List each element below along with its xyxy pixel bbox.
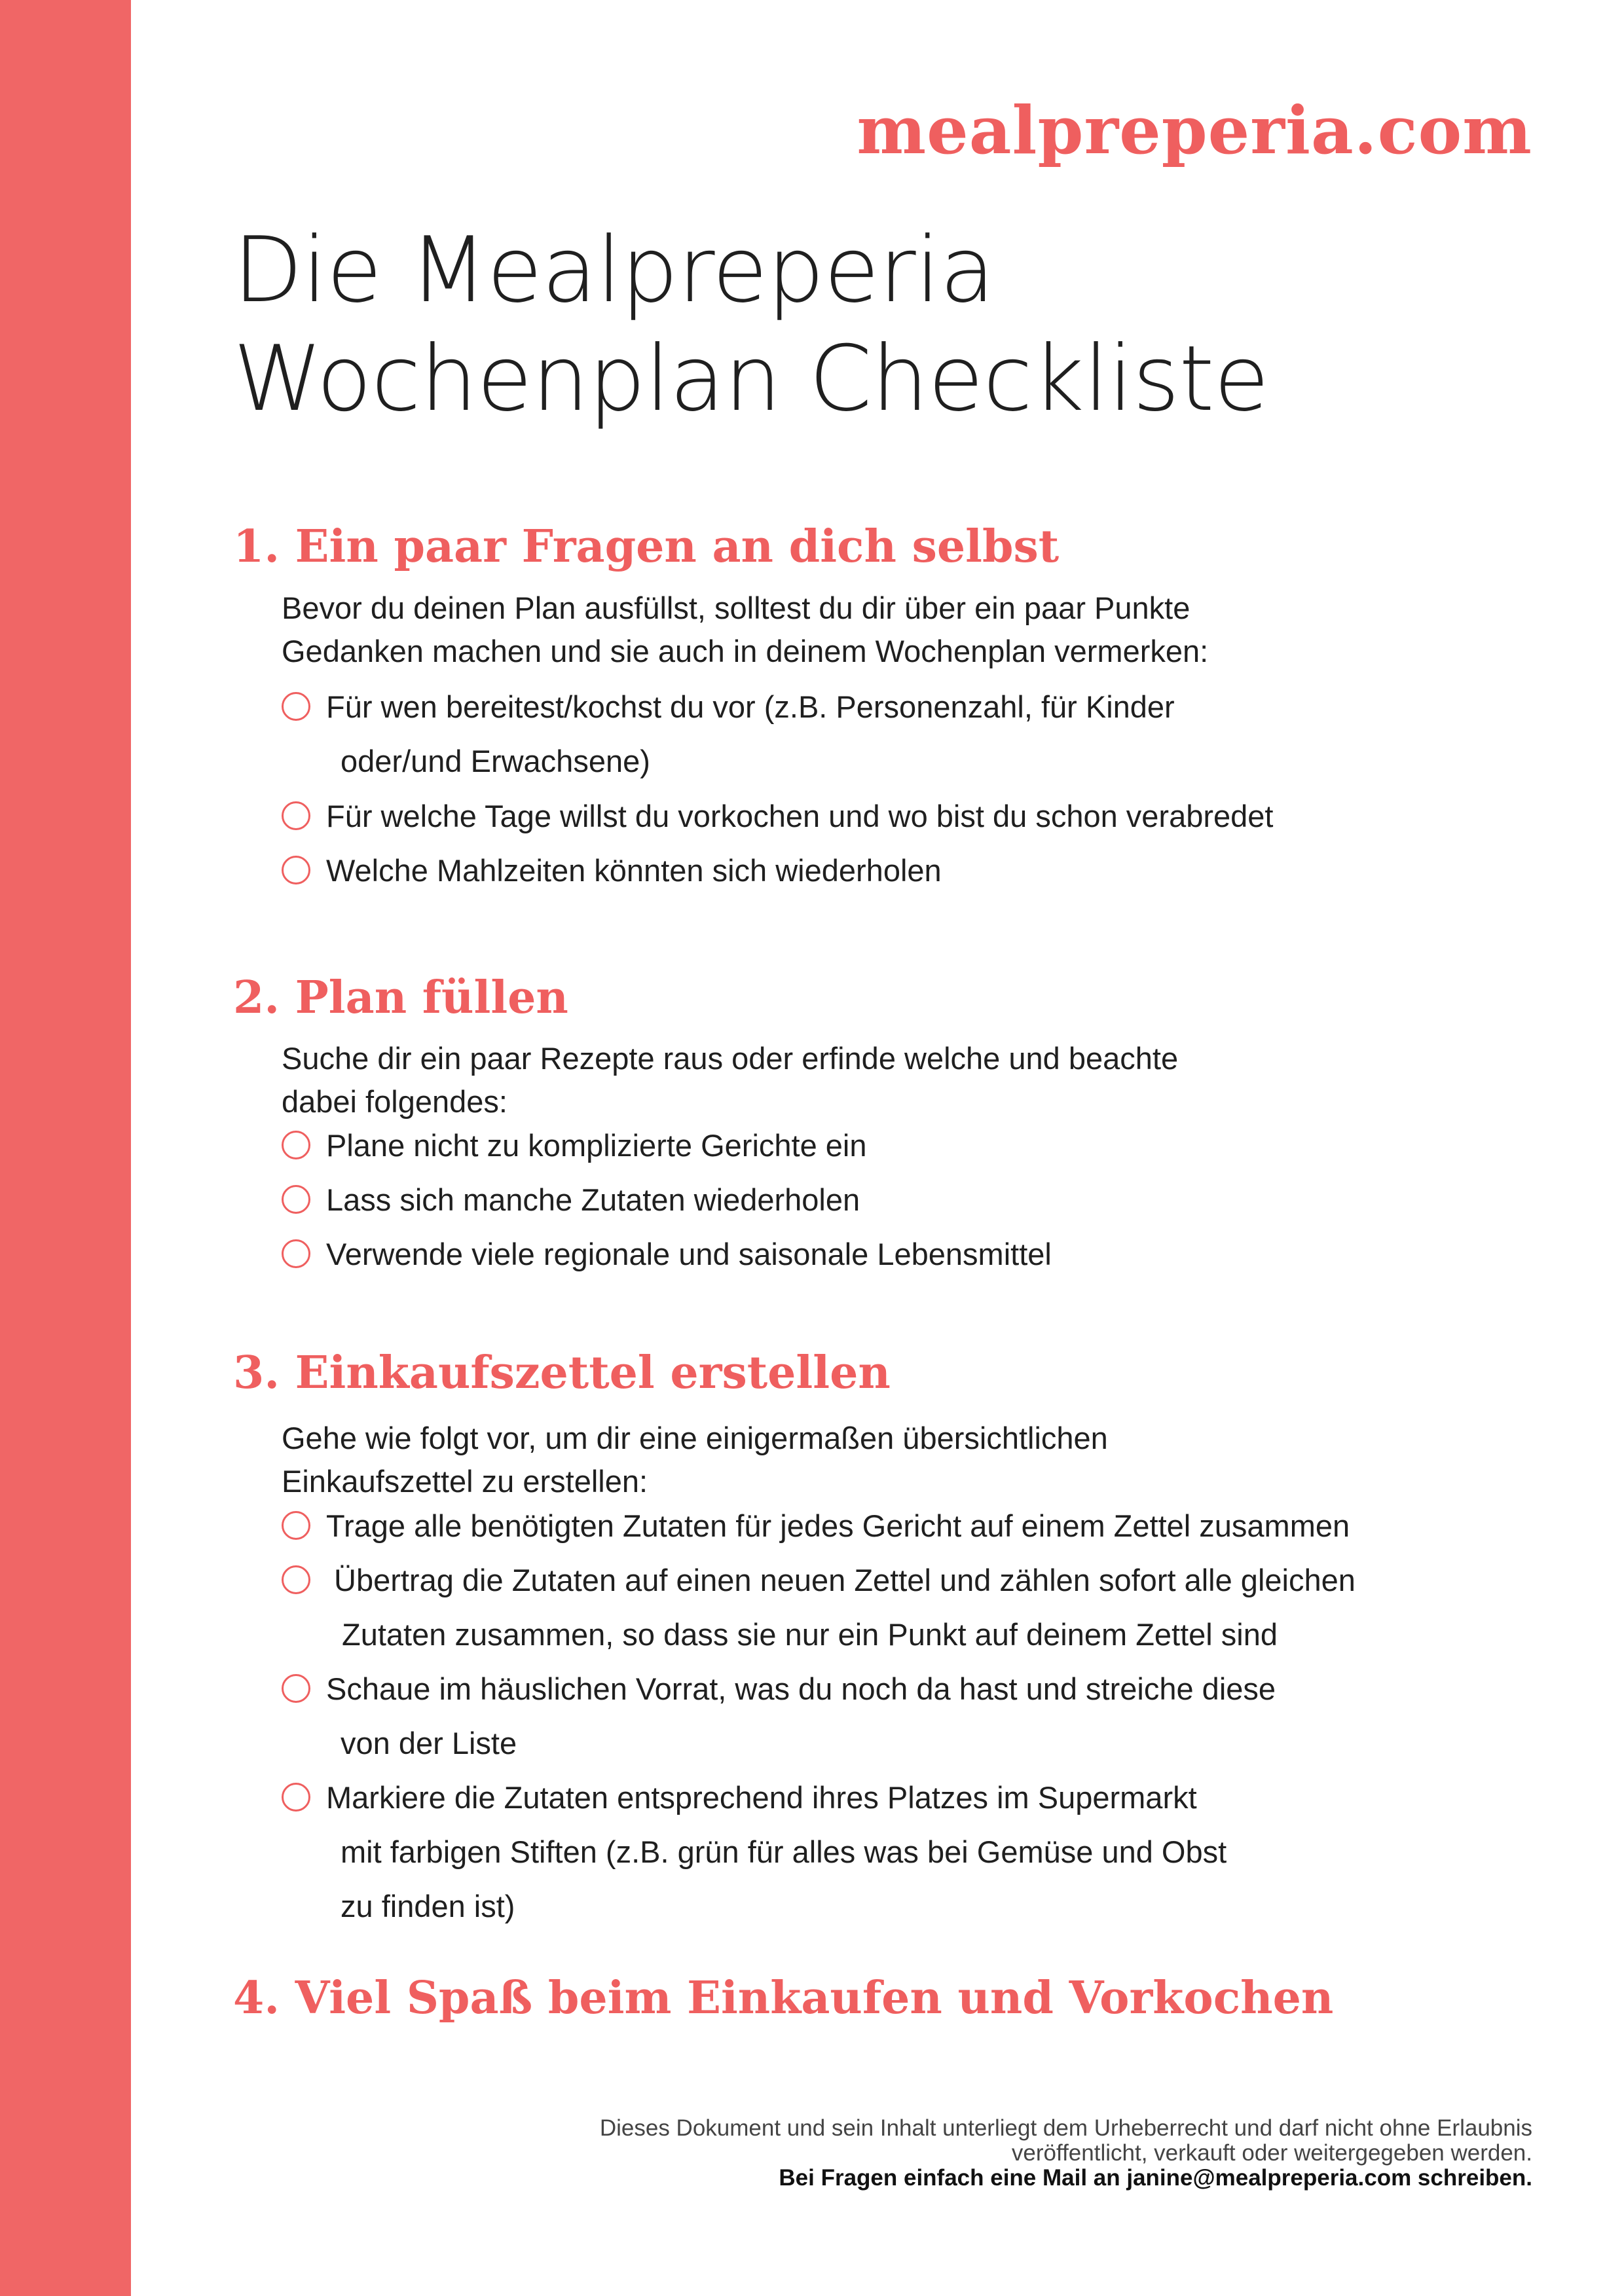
section-2-heading: 2. Plan füllen xyxy=(233,972,568,1024)
section-1-intro xyxy=(282,587,1208,673)
section-3-intro-line-2: Einkaufszettel zu erstellen: xyxy=(282,1464,648,1499)
checklist-item-text: Lass sich manche Zutaten wiederholen xyxy=(326,1182,860,1217)
section-1-intro-line-2: Gedanken machen und sie auch in deinem Wochenplan vermerken: xyxy=(282,634,1209,668)
checkbox-circle-icon[interactable] xyxy=(282,1511,310,1540)
checklist-item-text-continued: Zutaten zusammen, so dass sie nur ein Punkt auf deinem Zettel sind xyxy=(342,1617,1278,1652)
section-1-intro-line-1: Bevor du deinen Plan ausfüllst, solltest du dir über ein paar Punkte xyxy=(282,591,1190,625)
section-2-intro xyxy=(282,1037,1178,1123)
checkbox-circle-icon[interactable] xyxy=(282,801,310,830)
checklist-item-text: Welche Mahlzeiten könnten sich wiederholen xyxy=(326,853,942,888)
section-3-intro-line-1: Gehe wie folgt vor, um dir eine einigermaßen übersichtlichen xyxy=(282,1421,1108,1455)
checklist-item xyxy=(282,1770,1473,1933)
footer-line-1: Dieses Dokument und sein Inhalt unterliegt dem Urheberrecht und darf nicht ohne Erlaubnis xyxy=(599,2115,1532,2141)
page-title-line-2: Wochenplan Checkliste xyxy=(233,326,1269,431)
checkbox-circle-icon[interactable] xyxy=(282,1674,310,1703)
checkbox-circle-icon[interactable] xyxy=(282,1565,310,1594)
side-accent-bar xyxy=(0,0,131,2296)
checklist-item-text-continued: mit farbigen Stiften (z.B. grün für alles was bei Gemüse und Obst xyxy=(341,1834,1227,1869)
checkbox-circle-icon[interactable] xyxy=(282,1239,310,1268)
footer-contact-line[interactable]: Bei Fragen einfach eine Mail an janine@mealpreperia.com schreiben. xyxy=(779,2165,1532,2191)
checklist-item-text-continued: oder/und Erwachsene) xyxy=(341,744,650,778)
checklist-item-text-continued: von der Liste xyxy=(341,1726,517,1760)
checklist-item xyxy=(282,1173,1473,1227)
checkbox-circle-icon[interactable] xyxy=(282,1131,310,1159)
section-4-heading: 4. Viel Spaß beim Einkaufen und Vorkochen xyxy=(233,1972,1334,2024)
checklist-item xyxy=(282,1553,1473,1662)
page-title-line-1: Die Mealpreperia xyxy=(233,217,995,323)
checklist-item xyxy=(282,789,1473,843)
checkbox-circle-icon[interactable] xyxy=(282,1783,310,1812)
page-title xyxy=(233,216,1268,433)
checklist-item-text: Für wen bereitest/kochst du vor (z.B. Personenzahl, für Kinder xyxy=(326,689,1175,724)
checklist-item-text: Markiere die Zutaten entsprechend ihres Platzes im Supermarkt xyxy=(326,1780,1197,1815)
checkbox-circle-icon[interactable] xyxy=(282,856,310,884)
checklist-item-text: Für welche Tage willst du vorkochen und wo bist du schon verabredet xyxy=(326,799,1274,833)
checklist-item xyxy=(282,843,1473,898)
footer-line-2: veröffentlicht, verkauft oder weitergegeben werden. xyxy=(1011,2140,1532,2166)
checklist-item xyxy=(282,1662,1473,1770)
checklist-item-text: Verwende viele regionale und saisonale Lebensmittel xyxy=(326,1237,1052,1271)
section-2-intro-line-1: Suche dir ein paar Rezepte raus oder erfinde welche und beachte xyxy=(282,1041,1179,1076)
checklist-item-text: Plane nicht zu komplizierte Gerichte ein xyxy=(326,1128,867,1163)
section-2-intro-line-2: dabei folgendes: xyxy=(282,1084,507,1119)
section-3-heading: 3. Einkaufszettel erstellen xyxy=(233,1347,891,1399)
copyright-footer xyxy=(600,2116,1532,2191)
checklist-item xyxy=(282,1118,1473,1173)
checklist-item xyxy=(282,1499,1473,1553)
checklist-item xyxy=(282,680,1473,788)
checkbox-circle-icon[interactable] xyxy=(282,1185,310,1214)
brand-logo-text[interactable]: mealpreperia.com xyxy=(857,92,1532,169)
checkbox-circle-icon[interactable] xyxy=(282,692,310,721)
section-1-heading: 1. Ein paar Fragen an dich selbst xyxy=(233,520,1060,573)
checklist-item-text-continued: zu finden ist) xyxy=(341,1889,515,1923)
checklist-item-text: Schaue im häuslichen Vorrat, was du noch da hast und streiche diese xyxy=(326,1671,1276,1706)
section-3-intro xyxy=(282,1417,1108,1503)
checklist-item xyxy=(282,1227,1473,1281)
checklist-item-text: Trage alle benötigten Zutaten für jedes Gericht auf einem Zettel zusammen xyxy=(326,1508,1350,1543)
checklist-item-text: Übertrag die Zutaten auf einen neuen Zettel und zählen sofort alle gleichen xyxy=(334,1563,1356,1597)
